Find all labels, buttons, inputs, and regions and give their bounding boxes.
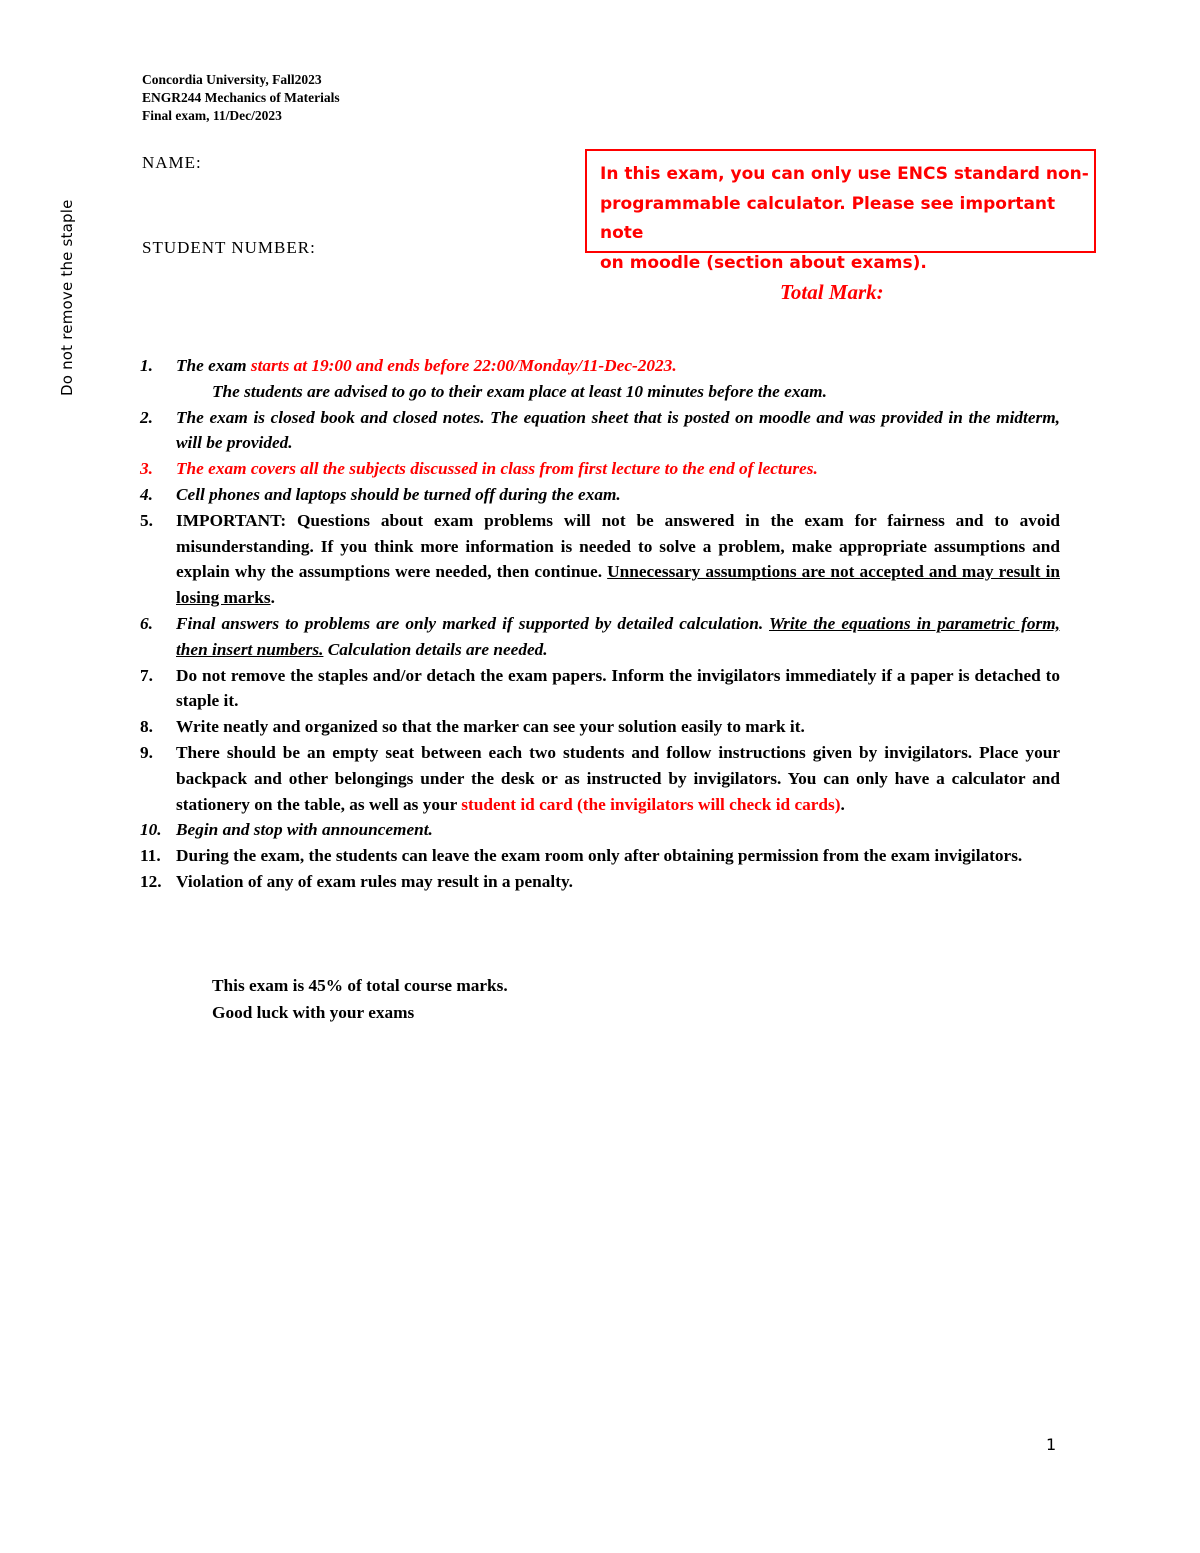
instruction-item-7 [140,663,1060,715]
instruction-number: 1. [140,356,153,375]
instruction-text: . [270,588,275,608]
notice-line: In this exam, you can only use ENCS standard non- [600,164,1089,184]
instruction-text: Final answers to problems are only marked if supported by detailed calculation. [176,613,770,633]
instruction-number: 9. [140,742,153,762]
instruction-text: Write neatly and organized so that the marker can see your solution easily to mark it. [176,717,805,737]
instruction-text: During the exam, the students can leave the exam room only after obtaining permission from the exam invigilators. [176,846,1023,866]
instruction-item-2 [140,405,1060,457]
instruction-text: Violation of any of exam rules may result in a penalty. [176,871,573,891]
instruction-number: 2. [140,407,153,427]
instruction-number: 6. [140,613,153,633]
notice-line: programmable calculator. Please see important note [600,193,1056,243]
instruction-text: Calculation details are needed. [323,639,548,659]
closing-notes [212,972,508,1026]
instruction-text: Cell phones and laptops should be turned off during the exam. [176,484,621,504]
instruction-text: IMPORTANT: Questions about exam problems will not be answered in the exam for fairness and to avoid misunderstanding. If you think more information is needed to solve a problem, make appropriate assumptions and explain why the assumptions were needed, then continue. [176,510,1060,582]
good-luck-text: Good luck with your exams [212,1003,415,1022]
instruction-number: 5. [140,510,153,530]
instructions-list [140,353,1060,895]
instruction-item-6 [140,611,1060,663]
instruction-subtext: The students are advised to go to their exam place at least 10 minutes before the exam. [212,381,827,401]
instruction-text: There should be an empty seat between each two students and follow instructions given by invigilators. Place your backpack and other belongings under the desk or as instructed by invigilators. You can only have a calculator and stationery on the table, as well as your [176,742,1060,814]
instruction-underlined-text: Unnecessary assumptions are not accepted and may result in losing marks [176,562,1061,608]
instruction-item-11 [140,843,1060,869]
instruction-item-10 [140,817,1060,843]
instruction-number: 3. [140,459,153,479]
instruction-number: 12. [140,871,162,891]
total-mark-label: Total Mark: [780,280,884,304]
instruction-item-4 [140,482,1060,508]
instruction-text: The exam is closed book and closed notes. The equation sheet that is posted on moodle and was provided in the midterm, will be provided. [176,407,1060,453]
instruction-item-5 [140,508,1060,611]
id-card-text: student id card (the invigilators will check id cards) [461,794,841,814]
instruction-number: 4. [140,484,153,504]
instruction-item-9 [140,740,1060,817]
exam-weight-text: This exam is 45% of total course marks. [212,976,508,995]
instruction-number: 8. [140,717,153,737]
exam-header [142,71,340,125]
instruction-item-1 [140,353,1060,405]
instruction-underlined-text: Write the equations in parametric form, then insert numbers. [176,613,1060,659]
instruction-text: . [840,794,845,814]
exam-date: Final exam, 11/Dec/2023 [142,108,282,123]
student-number-label: STUDENT NUMBER: [142,238,316,257]
instruction-text: Do not remove the staples and/or detach the exam papers. Inform the invigilators immediately if a paper is detached to staple it. [176,665,1060,711]
name-label: NAME: [142,153,202,172]
instruction-number: 7. [140,665,153,685]
university-term: Concordia University, Fall2023 [142,72,322,87]
instruction-number: 11. [140,846,161,866]
instruction-number: 10. [140,820,162,840]
staple-notice: Do not remove the staple [58,199,76,396]
page-number: 1 [1046,1435,1057,1454]
calculator-notice-box [585,149,1096,273]
instruction-item-12 [140,869,1060,895]
course-title: ENGR244 Mechanics of Materials [142,90,340,105]
instruction-text: The exam [176,356,251,375]
instruction-text: Begin and stop with announcement. [176,820,433,840]
instruction-item-8 [140,714,1060,740]
notice-line: on moodle (section about exams). [600,252,927,273]
exam-time-text: starts at 19:00 and ends before 22:00/Monday/11-Dec-2023. [250,356,677,375]
instruction-text: The exam covers all the subjects discussed in class from first lecture to the end of lectures. [176,459,818,479]
instruction-item-3 [140,456,1060,482]
